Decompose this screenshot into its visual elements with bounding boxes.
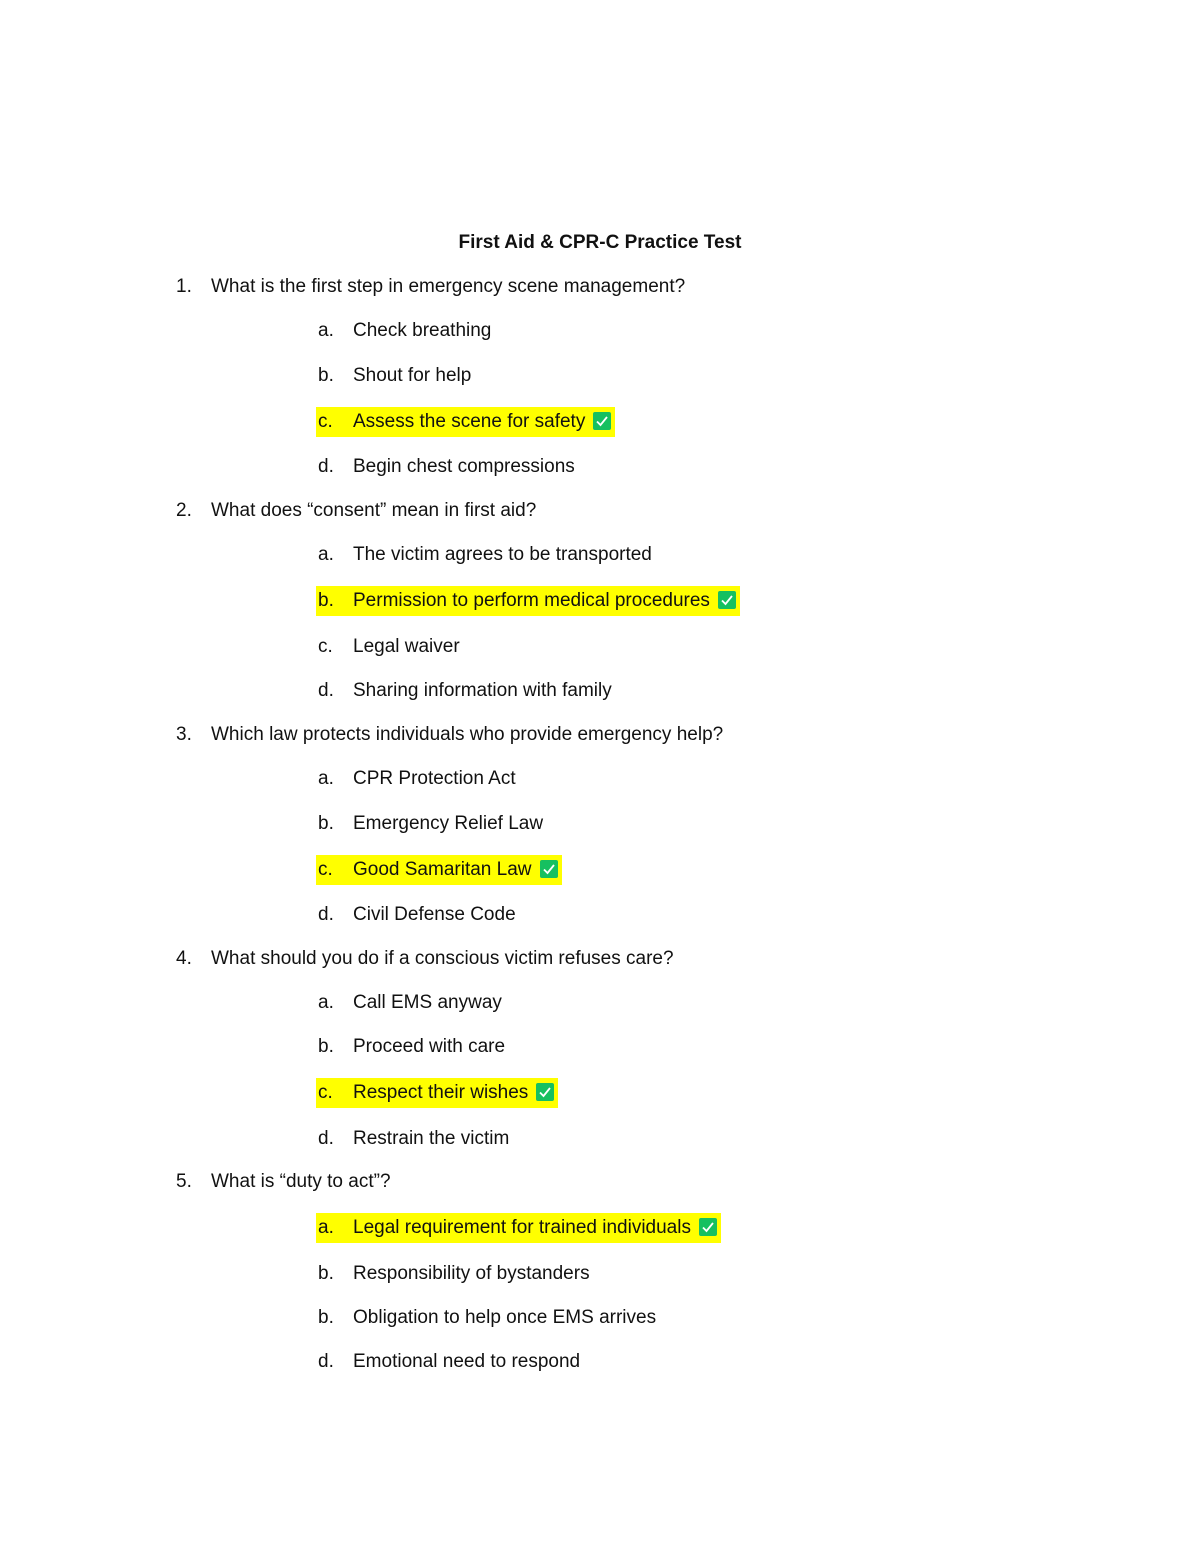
- option-text: Emotional need to respond: [353, 1351, 581, 1372]
- question-2: [176, 498, 536, 524]
- option-text: Check breathing: [353, 320, 492, 341]
- option-text: Sharing information with family: [353, 680, 612, 701]
- option-letter: d.: [318, 680, 334, 701]
- option-text: CPR Protection Act: [353, 768, 516, 789]
- option-1d: [316, 452, 579, 482]
- question-number: 3.: [176, 724, 192, 745]
- option-text: Call EMS anyway: [353, 992, 502, 1013]
- option-letter: d.: [318, 1128, 334, 1149]
- option-5c: [316, 1303, 660, 1333]
- option-3c-correct: [316, 855, 562, 885]
- option-letter: c.: [318, 636, 333, 657]
- option-letter: b.: [318, 1036, 334, 1057]
- option-text: Restrain the victim: [353, 1128, 510, 1149]
- option-letter: a.: [318, 992, 334, 1013]
- option-5b: [316, 1259, 594, 1289]
- check-mark-icon: [536, 1083, 554, 1101]
- option-5d: [316, 1347, 584, 1377]
- question-3: [176, 722, 723, 748]
- check-mark-icon: [718, 591, 736, 609]
- option-text: Emergency Relief Law: [353, 813, 544, 834]
- check-mark-icon: [699, 1218, 717, 1236]
- option-3a: [316, 764, 520, 794]
- option-1a: [316, 316, 495, 346]
- option-text: The victim agrees to be transported: [353, 544, 652, 565]
- page-title: First Aid & CPR-C Practice Test: [458, 232, 742, 253]
- option-text: Begin chest compressions: [353, 456, 575, 477]
- option-2c: [316, 632, 464, 662]
- option-letter: c.: [318, 859, 333, 880]
- option-text: Responsibility of bystanders: [353, 1263, 590, 1284]
- option-text: Shout for help: [353, 365, 472, 386]
- option-4c-correct: [316, 1078, 558, 1108]
- option-4b: [316, 1032, 509, 1062]
- option-letter: a.: [318, 320, 334, 341]
- option-2d: [316, 676, 616, 706]
- option-letter: a.: [318, 768, 334, 789]
- question-number: 4.: [176, 948, 192, 969]
- option-letter: b.: [318, 365, 334, 386]
- question-text: What does “consent” mean in first aid?: [211, 500, 537, 521]
- question-number: 5.: [176, 1171, 192, 1192]
- option-2a: [316, 540, 656, 570]
- question-1: [176, 274, 685, 300]
- question-text: What should you do if a conscious victim refuses care?: [211, 948, 674, 969]
- option-text: Good Samaritan Law: [353, 859, 532, 880]
- question-5: [176, 1169, 391, 1195]
- option-letter: a.: [318, 1217, 334, 1238]
- question-text: What is the first step in emergency scene management?: [211, 276, 686, 297]
- option-letter: a.: [318, 544, 334, 565]
- option-4d: [316, 1124, 513, 1154]
- option-letter: d.: [318, 904, 334, 925]
- question-number: 1.: [176, 276, 192, 297]
- option-text: Civil Defense Code: [353, 904, 516, 925]
- option-5a-correct: [316, 1213, 721, 1243]
- question-number: 2.: [176, 500, 192, 521]
- question-text: What is “duty to act”?: [211, 1171, 391, 1192]
- option-letter: d.: [318, 1351, 334, 1372]
- option-4a: [316, 988, 506, 1018]
- question-4: [176, 946, 674, 972]
- option-2b-correct: [316, 586, 740, 616]
- option-letter: c.: [318, 1082, 333, 1103]
- option-text: Obligation to help once EMS arrives: [353, 1307, 657, 1328]
- question-text: Which law protects individuals who provide emergency help?: [211, 724, 724, 745]
- option-3d: [316, 900, 520, 930]
- option-letter: b.: [318, 1263, 334, 1284]
- option-letter: d.: [318, 456, 334, 477]
- option-letter: b.: [318, 813, 334, 834]
- option-letter: b.: [318, 1307, 334, 1328]
- option-1b: [316, 361, 475, 391]
- option-text: Proceed with care: [353, 1036, 506, 1057]
- option-text: Legal waiver: [353, 636, 460, 657]
- option-3b: [316, 809, 547, 839]
- option-letter: b.: [318, 590, 334, 611]
- option-text: Respect their wishes: [353, 1082, 529, 1103]
- check-mark-icon: [540, 860, 558, 878]
- option-text: Legal requirement for trained individuals: [353, 1217, 691, 1238]
- option-1c-correct: [316, 407, 615, 437]
- option-text: Permission to perform medical procedures: [353, 590, 710, 611]
- option-text: Assess the scene for safety: [353, 411, 586, 432]
- check-mark-icon: [593, 412, 611, 430]
- option-letter: c.: [318, 411, 333, 432]
